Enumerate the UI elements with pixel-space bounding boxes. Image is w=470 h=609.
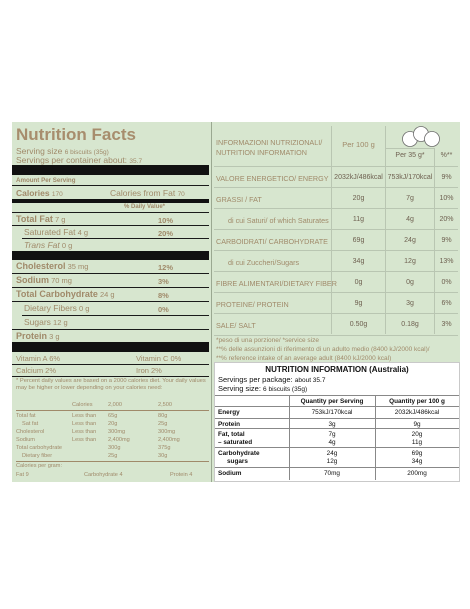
foot-table-header: 2,000 [108,402,122,408]
it-row: VALORE ENERGETICO/ ENERGY 2032kJ/486kcal 753kJ/170kcal 9% [214,166,458,188]
foot-table-cell: 300g [108,445,121,451]
it-note: **% delle assunzioni di riferimento di un adulto medio (8400 kJ/2000 kcal)/ [216,346,430,353]
it-note: **% reference intake of an average adult (8400 kJ/2000 kcal) [216,355,392,362]
rule [12,273,209,274]
au-nutrition-information [214,362,460,482]
logo-circles-icon [398,126,444,148]
pct-total-fat: 10% [158,216,174,225]
foot-table-cell: Sat fat [22,421,39,427]
foot-table-header: 2,500 [158,402,172,408]
nutrient-trans-fat: Trans Fat 0 g [24,240,73,250]
rule [16,461,209,462]
calories-per-gram: Calories per gram: [16,463,63,469]
per-gram-carbohydrate: Carbohydrate 4 [84,472,123,478]
au-row: Protein 3g 9g [215,418,459,419]
foot-table-cell: 25g [158,421,168,427]
grid-line [386,148,434,149]
au-serving-size: Serving size: 6 biscuits (35g) [218,384,308,393]
medium-rule [12,199,209,203]
grid-line [375,395,376,480]
nutrient-total-fat: Total Fat 7 g [16,214,66,224]
nutrient-sugars: Sugars 12 g [24,317,68,327]
au-row: Carbohydrate 24g 69g sugars 12g 34g [215,447,459,448]
nutrition-panel [12,122,460,482]
it-row: di cui Saturi/ of which Saturates 11g 4g 20% [214,208,458,230]
foot-table-cell: Total carbohydrate [16,445,63,451]
foot-table-cell: Less than [72,437,97,443]
it-row: GRASSI / FAT 20g 7g 10% [214,187,458,209]
amount-per-serving: Amount Per Serving [16,177,76,184]
grid-line [289,395,290,480]
calories-row: Calories 170 Calories from Fat 70 [16,188,185,198]
vitamin-a: Vitamin A 6% [16,354,61,363]
foot-table-cell: Cholesterol [16,429,45,435]
rule [22,238,209,239]
rule [12,329,209,330]
foot-table-cell: 65g [108,413,118,419]
foot-table-cell: Dietary fiber [22,453,53,459]
per-gram-protein: Protein 4 [170,472,193,478]
foot-table-cell: Less than [72,421,97,427]
daily-value-header: % Daily Value* [124,204,166,210]
foot-table-cell: Less than [72,429,97,435]
us-nutrition-facts [12,122,209,482]
vitamin-c: Vitamin C 0% [136,354,182,363]
rule [12,301,209,302]
serving-size: Serving size 6 biscuits (35g) [16,146,109,156]
foot-table-cell: Less than [72,413,97,419]
thick-rule [12,251,209,260]
it-row: FIBRE ALIMENTARI/DIETARY FIBER 0g 0g 0% [214,271,458,293]
pct-saturated-fat: 20% [158,229,174,238]
it-col-per35: Per 35 g* [395,152,425,159]
pct-sodium: 3% [158,277,169,286]
rule [12,287,209,288]
au-header-row: Quantity per Serving Quantity per 100 g [215,395,459,396]
calcium: Calcium 2% [16,366,57,375]
daily-values-footnote: * Percent daily values are based on a 2000 calories diet. Your daily values may be higher or lower depending on your calories need: [16,378,206,391]
rule [12,225,209,226]
nutrient-total-carbohydrate: Total Carbohydrate 24 g [16,289,115,299]
it-row: PROTEINE/ PROTEIN 9g 3g 6% [214,292,458,314]
per-gram-fat: Fat 9 [16,472,29,478]
foot-table-cell: 80g [158,413,168,419]
nutrient-saturated-fat: Saturated Fat 4 g [24,227,89,237]
foot-table-cell: 20g [108,421,118,427]
it-col-per100: Per 100 g [342,140,375,149]
thick-rule [12,165,209,175]
foot-table-header: Calories [72,402,93,408]
pct-dietary-fibers: 0% [158,305,169,314]
foot-table-cell: 30g [158,453,168,459]
nutrient-cholesterol: Cholesterol 35 mg [16,261,89,271]
iron: Iron 2% [136,366,162,375]
foot-table-cell: 300mg [108,429,126,435]
au-row: Energy 753kJ/170kcal 2032kJ/486kcal [215,406,459,407]
it-row: SALE/ SALT 0.50g 0.18g 3% [214,313,458,336]
it-header-label: INFORMAZIONI NUTRIZIONALI/ NUTRITION INFORMATION [216,138,323,157]
foot-table-cell: Sodium [16,437,35,443]
thick-rule [12,342,209,352]
it-row: CARBOIDRATI/ CARBOHYDRATE 69g 24g 9% [214,229,458,251]
au-row: Sodium 70mg 200mg [215,467,459,468]
au-servings: Servings per package: about 35.7 [218,375,326,384]
au-title: NUTRITION INFORMATION (Australia) [265,365,409,374]
nutrient-sodium: Sodium 70 mg [16,275,72,285]
nutrient-dietary-fibers: Dietary Fibers 0 g [24,303,90,313]
us-title: Nutrition Facts [16,125,136,144]
rule [22,315,209,316]
rule [12,364,209,365]
foot-table-cell: 25g [108,453,118,459]
foot-table-cell: 300mg [158,429,176,435]
rule [12,185,209,186]
nutrient-protein: Protein 3 g [16,331,60,341]
foot-table-cell: Total fat [16,413,36,419]
it-row: di cui Zuccheri/Sugars 34g 12g 13% [214,250,458,272]
it-note: *peso di una porzione/ *service size [216,337,319,344]
foot-table-cell: 2,400mg [108,437,130,443]
servings-per-container: Servings per container about: 35.7 [16,155,143,165]
foot-table-cell: 2,400mg [158,437,180,443]
au-row: Fat, total 7g 20g – saturated 4g 11g [215,428,459,429]
column-divider [211,122,212,482]
rule [12,376,209,377]
rule [12,212,209,213]
pct-cholesterol: 12% [158,263,174,272]
pct-total-carbohydrate: 8% [158,291,169,300]
rule [16,410,209,411]
foot-table-cell: 375g [158,445,171,451]
it-col-pct: %** [440,152,453,159]
